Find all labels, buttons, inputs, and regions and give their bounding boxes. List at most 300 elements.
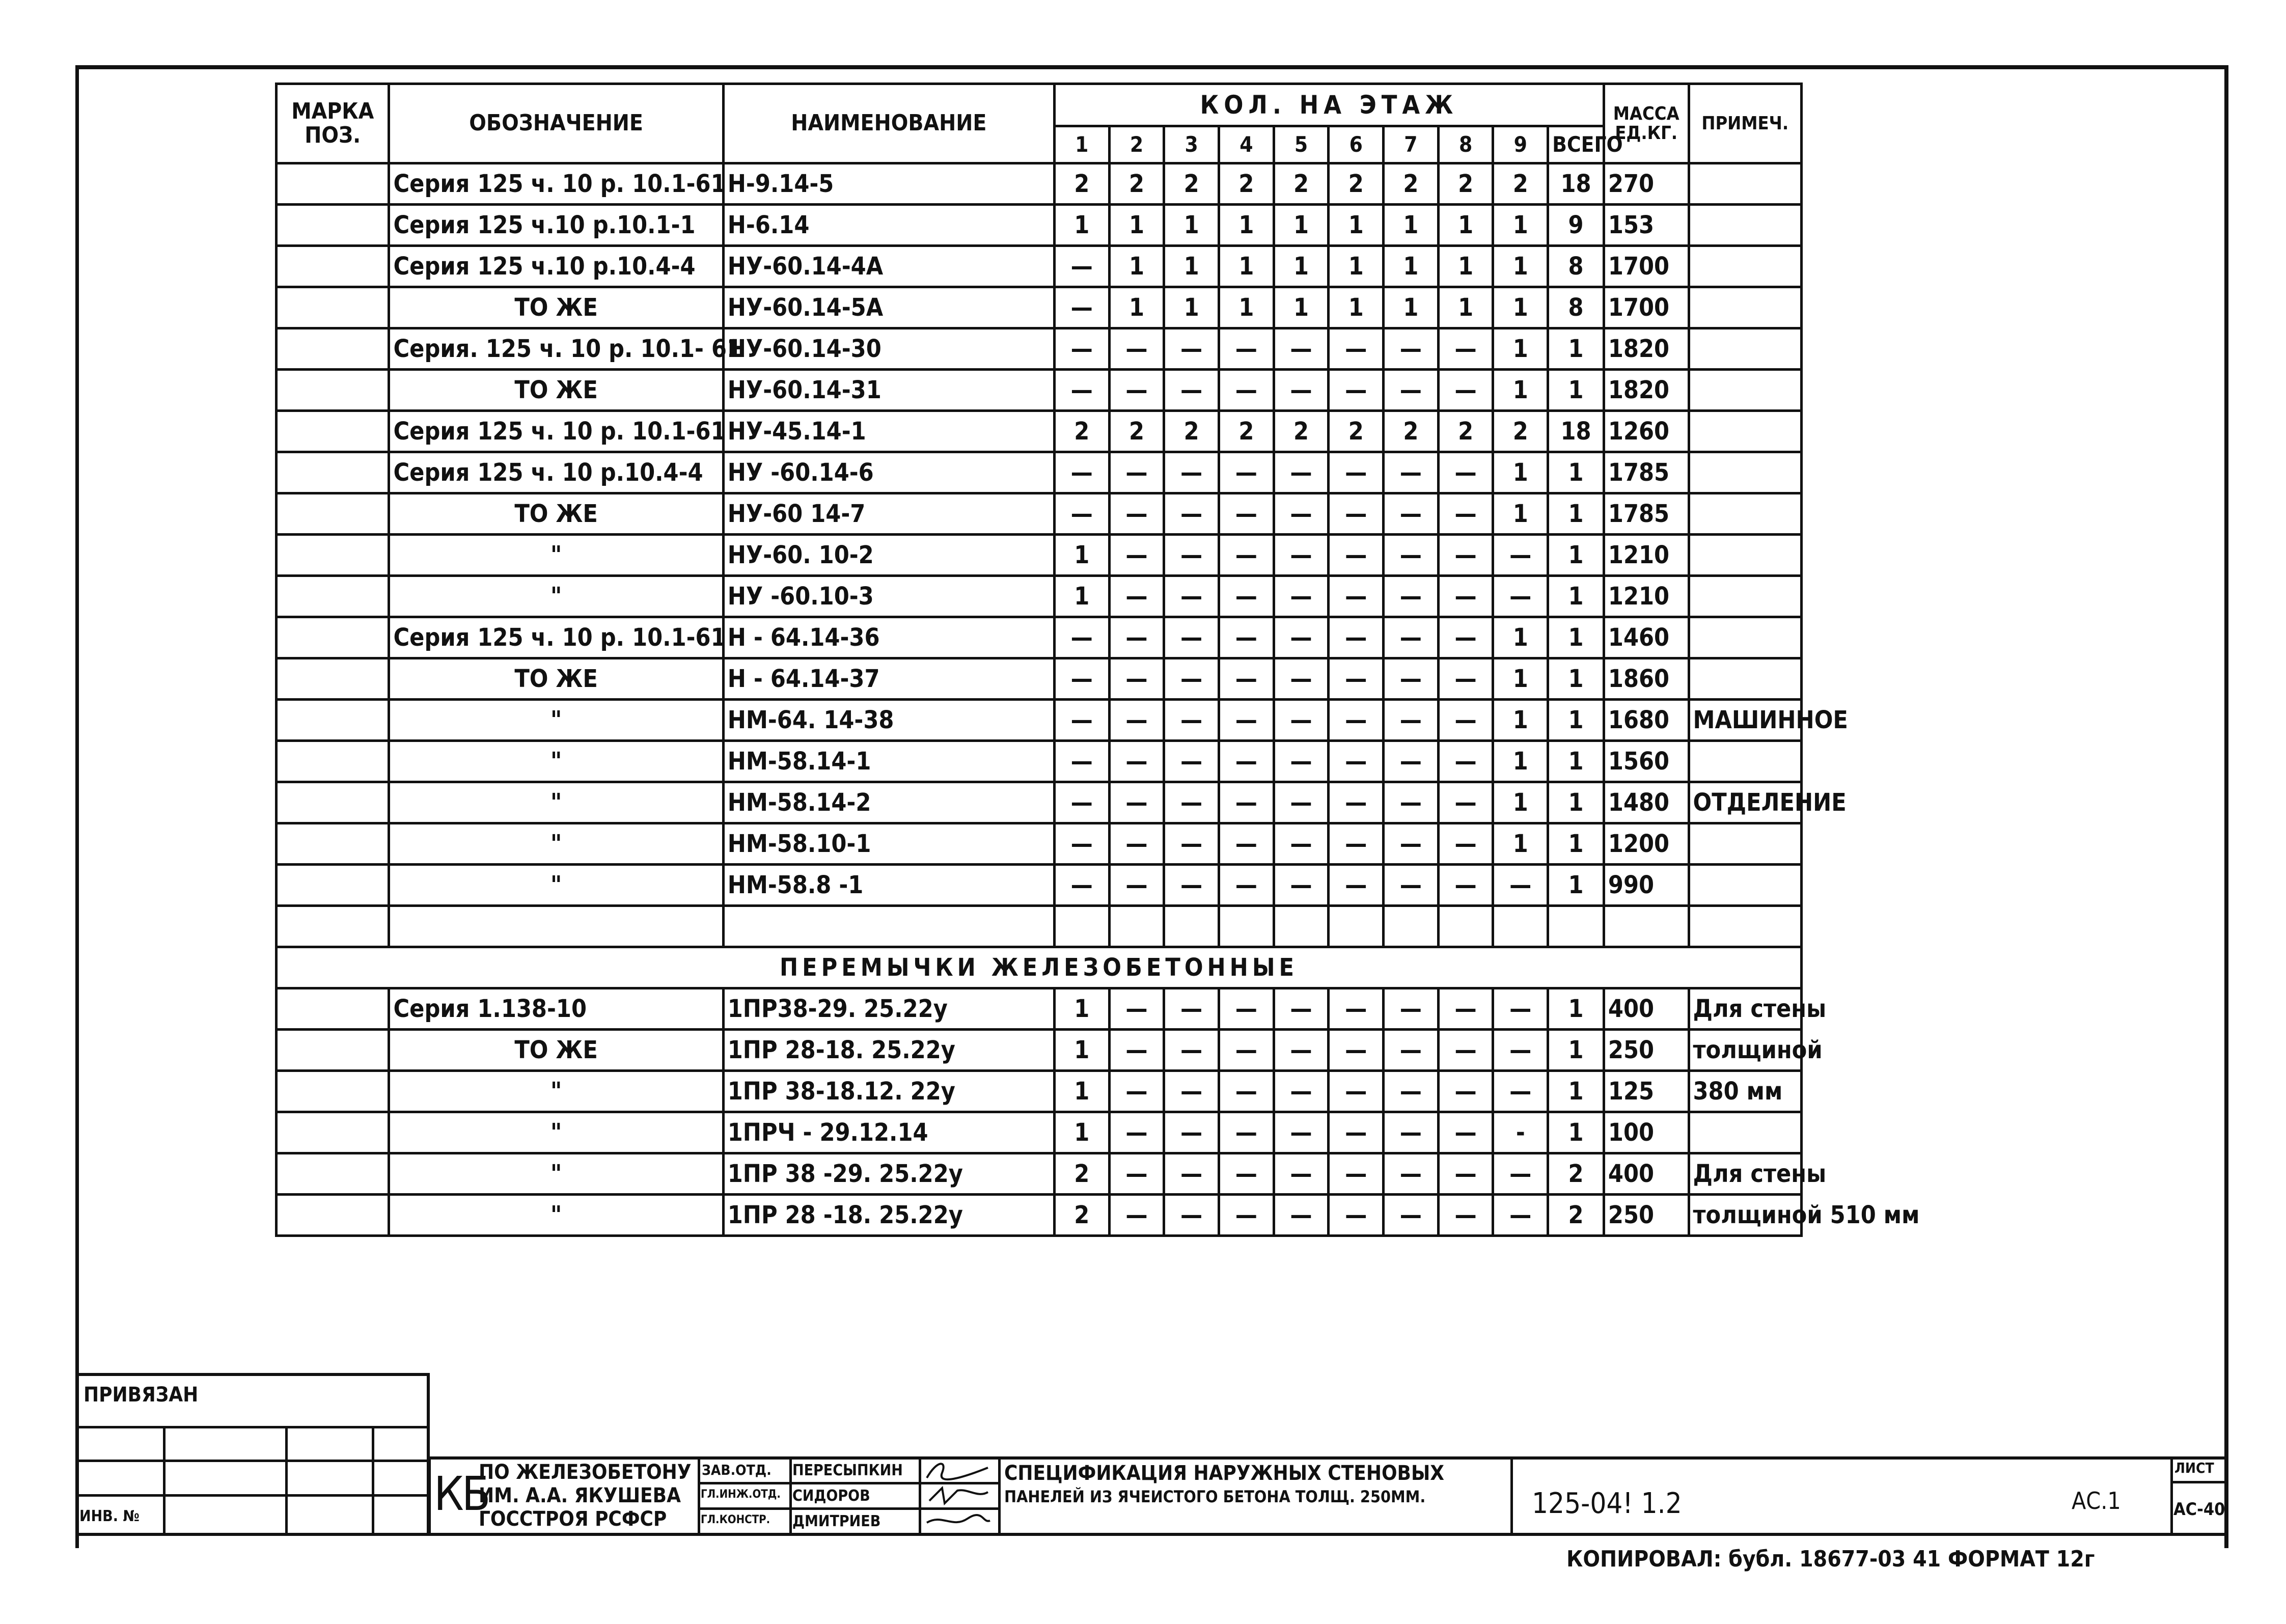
qty-cell: — [1274, 1153, 1329, 1195]
table-row [277, 1030, 1802, 1071]
qty-cell: 1 [1548, 741, 1604, 782]
qty-cell: — [1164, 576, 1219, 617]
bound-grid-line [75, 1494, 430, 1497]
qty-cell: 2 [1438, 411, 1493, 452]
mass-cell: 1785 [1604, 493, 1689, 535]
qty-cell: — [1274, 452, 1329, 493]
designation-cell: Серия 125 ч.10 р.10.1-1 [389, 205, 723, 246]
designation-cell: ТО ЖЕ [389, 658, 723, 700]
qty-cell: — [1493, 576, 1548, 617]
qty-cell: 1 [1164, 205, 1219, 246]
qty-cell: 1 [1109, 246, 1164, 287]
qty-cell: — [1164, 865, 1219, 906]
table-row [277, 246, 1802, 287]
qty-cell: — [1054, 287, 1109, 328]
qty-cell: 1 [1054, 1112, 1109, 1153]
designation-cell: Серия 125 ч. 10 р. 10.1-61 [389, 411, 723, 452]
note-cell: Для стены [1689, 1153, 1802, 1195]
qty-cell: 1 [1493, 782, 1548, 823]
qty-cell: — [1384, 370, 1439, 411]
qty-cell: — [1493, 1153, 1548, 1195]
qty-cell: 1 [1054, 1030, 1109, 1071]
note-cell [1689, 411, 1802, 452]
floor-header: 9 [1493, 126, 1548, 163]
name-cell: НУ -60.14-6 [723, 452, 1054, 493]
note-cell [1689, 328, 1802, 370]
qty-cell: — [1438, 865, 1493, 906]
signature-3 [922, 1508, 993, 1534]
designation-cell: " [389, 741, 723, 782]
empty-cell [277, 906, 389, 947]
qty-cell: — [1438, 988, 1493, 1030]
table-row [277, 658, 1802, 700]
qty-cell: 1 [1548, 328, 1604, 370]
mark-cell [277, 370, 389, 411]
kb-logo: КБ [434, 1467, 489, 1521]
name-1: ПЕРЕСЫПКИН [792, 1462, 903, 1479]
qty-cell: — [1219, 988, 1274, 1030]
qty-cell: — [1164, 988, 1219, 1030]
mass-cell: 1820 [1604, 328, 1689, 370]
qty-cell: — [1109, 865, 1164, 906]
mass-cell: 1700 [1604, 246, 1689, 287]
qty-cell: — [1329, 865, 1384, 906]
qty-cell: 2 [1054, 1153, 1109, 1195]
mark-cell [277, 452, 389, 493]
note-cell [1689, 493, 1802, 535]
qty-cell: — [1109, 370, 1164, 411]
mass-cell: 270 [1604, 163, 1689, 205]
name-cell: НМ-58.14-1 [723, 741, 1054, 782]
qty-cell: 2 [1054, 1195, 1109, 1236]
table-row [277, 535, 1802, 576]
title-divider [998, 1456, 1001, 1536]
qty-cell: — [1219, 1030, 1274, 1071]
qty-cell: 1 [1329, 205, 1384, 246]
qty-cell: 1 [1548, 493, 1604, 535]
qty-cell: 1 [1054, 535, 1109, 576]
floor-header: 8 [1438, 126, 1493, 163]
qty-cell: 1 [1438, 287, 1493, 328]
mark-cell [277, 287, 389, 328]
designation-cell: Серия 1.138-10 [389, 988, 723, 1030]
qty-cell: — [1274, 1112, 1329, 1153]
note-cell [1689, 246, 1802, 287]
qty-cell: 2 [1548, 1195, 1604, 1236]
table-row [277, 576, 1802, 617]
qty-cell: 1 [1384, 287, 1439, 328]
role-2: ГЛ.ИНЖ.ОТД. [701, 1488, 781, 1501]
qty-cell: 2 [1109, 163, 1164, 205]
qty-cell: — [1109, 782, 1164, 823]
name-cell: 1ПР 28-18. 25.22у [723, 1030, 1054, 1071]
qty-cell: — [1384, 328, 1439, 370]
table-row [277, 700, 1802, 741]
mark-cell [277, 865, 389, 906]
qty-cell: — [1384, 452, 1439, 493]
empty-cell [1054, 906, 1109, 947]
qty-cell: — [1109, 493, 1164, 535]
qty-cell: 8 [1548, 246, 1604, 287]
qty-cell: — [1109, 658, 1164, 700]
qty-cell: — [1164, 782, 1219, 823]
mark-cell [277, 700, 389, 741]
empty-cell [723, 906, 1054, 947]
title-divider [698, 1456, 700, 1536]
designation-cell: Серия 125 ч. 10 р. 10.1-61 [389, 617, 723, 658]
qty-cell: — [1329, 370, 1384, 411]
qty-cell: — [1329, 617, 1384, 658]
designation-cell: ТО ЖЕ [389, 493, 723, 535]
name-cell: НУ-45.14-1 [723, 411, 1054, 452]
qty-cell: — [1329, 1030, 1384, 1071]
table-row [277, 370, 1802, 411]
qty-cell: — [1219, 823, 1274, 865]
qty-cell: — [1384, 782, 1439, 823]
table-row [277, 287, 1802, 328]
qty-cell: 1 [1493, 205, 1548, 246]
qty-cell: — [1274, 328, 1329, 370]
qty-cell: — [1438, 1195, 1493, 1236]
qty-cell: — [1438, 452, 1493, 493]
name-cell: НУ-60.14-4А [723, 246, 1054, 287]
note-cell [1689, 452, 1802, 493]
qty-cell: 1 [1548, 1030, 1604, 1071]
mark-cell [277, 617, 389, 658]
qty-cell: 2 [1164, 411, 1219, 452]
qty-cell: — [1384, 1112, 1439, 1153]
name-cell: НУ-60 14-7 [723, 493, 1054, 535]
empty-cell [1329, 906, 1384, 947]
bound-divider [75, 1426, 430, 1428]
mark-cell [277, 1071, 389, 1112]
qty-cell: 1 [1384, 246, 1439, 287]
table-row [277, 1112, 1802, 1153]
note-cell [1689, 576, 1802, 617]
table-row [277, 328, 1802, 370]
qty-cell: — [1329, 782, 1384, 823]
qty-cell: — [1274, 782, 1329, 823]
qty-cell: — [1438, 617, 1493, 658]
qty-cell: — [1109, 1071, 1164, 1112]
designation-cell: Серия. 125 ч. 10 р. 10.1- 61 [389, 328, 723, 370]
qty-cell: — [1109, 988, 1164, 1030]
qty-cell: — [1219, 535, 1274, 576]
name-cell: Н - 64.14-37 [723, 658, 1054, 700]
doc-title-1: СПЕЦИФИКАЦИЯ НАРУЖНЫХ СТЕНОВЫХ [1004, 1462, 1444, 1485]
bound-label: ПРИВЯЗАН [84, 1383, 199, 1407]
qty-cell: 2 [1054, 163, 1109, 205]
qty-cell: — [1219, 370, 1274, 411]
qty-cell: 1 [1493, 823, 1548, 865]
note-cell [1689, 163, 1802, 205]
qty-cell: — [1109, 535, 1164, 576]
name-cell: НМ-58.10-1 [723, 823, 1054, 865]
qty-cell: — [1438, 1112, 1493, 1153]
name-cell: НМ-58.8 -1 [723, 865, 1054, 906]
floor-header: 2 [1109, 126, 1164, 163]
qty-cell: — [1109, 741, 1164, 782]
mark-cell [277, 823, 389, 865]
note-cell [1689, 658, 1802, 700]
name-cell: 1ПР 28 -18. 25.22у [723, 1195, 1054, 1236]
empty-cell [1219, 906, 1274, 947]
note-cell: толщиной [1689, 1030, 1802, 1071]
mark-cell [277, 246, 389, 287]
qty-cell: — [1329, 535, 1384, 576]
qty-cell: — [1164, 1195, 1219, 1236]
qty-cell: — [1274, 617, 1329, 658]
empty-cell [1384, 906, 1439, 947]
qty-cell: — [1438, 535, 1493, 576]
qty-cell: — [1164, 658, 1219, 700]
mass-cell: 250 [1604, 1195, 1689, 1236]
name-2: СИДОРОВ [792, 1487, 870, 1505]
qty-cell: 1 [1109, 287, 1164, 328]
qty-cell: — [1219, 700, 1274, 741]
table-row [277, 205, 1802, 246]
qty-cell: — [1438, 823, 1493, 865]
qty-cell: — [1219, 658, 1274, 700]
org-line-3: ГОССТРОЯ РСФСР [479, 1507, 667, 1531]
qty-cell: — [1054, 865, 1109, 906]
bound-grid-line [285, 1426, 288, 1536]
qty-cell: — [1109, 1030, 1164, 1071]
qty-cell: 1 [1493, 700, 1548, 741]
qty-cell: — [1329, 988, 1384, 1030]
qty-cell: — [1438, 1030, 1493, 1071]
qty-cell: — [1054, 452, 1109, 493]
qty-cell: 1 [1274, 287, 1329, 328]
qty-cell: — [1274, 988, 1329, 1030]
qty-cell: — [1329, 493, 1384, 535]
qty-cell: 1 [1109, 205, 1164, 246]
qty-cell: 1 [1219, 287, 1274, 328]
col-designation: ОБОЗНАЧЕНИЕ [389, 84, 723, 163]
qty-cell: — [1109, 576, 1164, 617]
qty-cell: 1 [1493, 287, 1548, 328]
qty-cell: 2 [1384, 411, 1439, 452]
col-mass: МАССА ЕД.КГ. [1604, 84, 1689, 163]
signature-2 [922, 1483, 993, 1508]
note-cell: ОТДЕЛЕНИЕ [1689, 782, 1802, 823]
qty-cell: — [1438, 370, 1493, 411]
empty-cell [1548, 906, 1604, 947]
designation-cell: " [389, 700, 723, 741]
table-row [277, 163, 1802, 205]
mass-cell: 1210 [1604, 576, 1689, 617]
name-3: ДМИТРИЕВ [792, 1512, 881, 1530]
qty-cell: — [1329, 576, 1384, 617]
qty-cell: 1 [1548, 576, 1604, 617]
qty-cell: — [1274, 493, 1329, 535]
qty-cell: — [1329, 1112, 1384, 1153]
mass-cell: 1200 [1604, 823, 1689, 865]
empty-cell [1493, 906, 1548, 947]
mark-cell [277, 411, 389, 452]
qty-cell: — [1219, 576, 1274, 617]
qty-cell: — [1329, 823, 1384, 865]
qty-cell: — [1384, 617, 1439, 658]
table-row [277, 823, 1802, 865]
note-cell [1689, 370, 1802, 411]
note-cell [1689, 865, 1802, 906]
qty-cell: — [1384, 1195, 1439, 1236]
note-cell [1689, 741, 1802, 782]
designation-cell: " [389, 1112, 723, 1153]
qty-cell: — [1054, 370, 1109, 411]
qty-cell: — [1054, 741, 1109, 782]
qty-cell: 1 [1548, 865, 1604, 906]
qty-cell: — [1384, 658, 1439, 700]
qty-cell: — [1219, 865, 1274, 906]
qty-cell: — [1164, 1030, 1219, 1071]
qty-cell: — [1274, 576, 1329, 617]
qty-cell: — [1384, 1030, 1439, 1071]
qty-cell: — [1164, 1112, 1219, 1153]
qty-cell: — [1384, 1153, 1439, 1195]
qty-cell: 1 [1164, 246, 1219, 287]
qty-cell: 2 [1054, 411, 1109, 452]
mass-cell: 1480 [1604, 782, 1689, 823]
floor-header: ВСЕГО [1548, 126, 1604, 163]
qty-cell: — [1219, 1112, 1274, 1153]
table-row [277, 1153, 1802, 1195]
qty-cell: — [1164, 1071, 1219, 1112]
floor-header: 6 [1329, 126, 1384, 163]
qty-cell: — [1164, 617, 1219, 658]
qty-cell: — [1274, 700, 1329, 741]
qty-cell: — [1329, 700, 1384, 741]
qty-cell: 1 [1493, 741, 1548, 782]
note-cell [1689, 823, 1802, 865]
table-row [277, 1071, 1802, 1112]
qty-cell: 1 [1438, 205, 1493, 246]
qty-cell: 1 [1274, 205, 1329, 246]
qty-cell: 1 [1274, 246, 1329, 287]
mass-cell: 1820 [1604, 370, 1689, 411]
table-row [277, 741, 1802, 782]
note-cell: Для стены [1689, 988, 1802, 1030]
empty-cell [1109, 906, 1164, 947]
table-row [277, 865, 1802, 906]
section-title: ПЕРЕМЫЧКИ ЖЕЛЕЗОБЕТОННЫЕ [277, 947, 1802, 988]
qty-cell: — [1274, 865, 1329, 906]
empty-row [277, 906, 1802, 947]
mass-cell: 1210 [1604, 535, 1689, 576]
qty-cell: — [1219, 1195, 1274, 1236]
qty-cell: — [1329, 658, 1384, 700]
qty-cell: — [1384, 741, 1439, 782]
qty-cell: — [1438, 1153, 1493, 1195]
name-cell: 1ПР 38 -29. 25.22у [723, 1153, 1054, 1195]
qty-cell: — [1109, 1153, 1164, 1195]
name-cell: Н-6.14 [723, 205, 1054, 246]
qty-cell: — [1384, 576, 1439, 617]
qty-cell: — [1054, 782, 1109, 823]
qty-cell: — [1164, 535, 1219, 576]
table-row [277, 411, 1802, 452]
qty-cell: — [1438, 493, 1493, 535]
qty-cell: — [1164, 328, 1219, 370]
qty-cell: 1 [1329, 246, 1384, 287]
name-cell: НМ-58.14-2 [723, 782, 1054, 823]
mass-cell: 400 [1604, 1153, 1689, 1195]
qty-cell: 2 [1329, 163, 1384, 205]
qty-cell: 1 [1493, 328, 1548, 370]
qty-cell: 2 [1274, 411, 1329, 452]
qty-cell: 1 [1219, 205, 1274, 246]
mark-cell [277, 576, 389, 617]
sheet-mark: АС.1 [2072, 1487, 2121, 1515]
name-cell: НМ-64. 14-38 [723, 700, 1054, 741]
qty-cell: — [1438, 1071, 1493, 1112]
mark-cell [277, 328, 389, 370]
doc-title-2: ПАНЕЛЕЙ ИЗ ЯЧЕИСТОГО БЕТОНА ТОЛЩ. 250ММ. [1004, 1487, 1426, 1506]
qty-cell: — [1054, 493, 1109, 535]
qty-cell: 1 [1329, 287, 1384, 328]
qty-cell: — [1219, 493, 1274, 535]
qty-cell: — [1109, 1195, 1164, 1236]
qty-cell: — [1274, 535, 1329, 576]
note-cell: 380 мм [1689, 1071, 1802, 1112]
qty-cell: — [1274, 1071, 1329, 1112]
designation-cell: " [389, 782, 723, 823]
qty-cell: — [1438, 741, 1493, 782]
qty-cell: 1 [1054, 988, 1109, 1030]
qty-cell: 1 [1548, 1071, 1604, 1112]
mark-cell [277, 535, 389, 576]
qty-cell: — [1164, 370, 1219, 411]
mark-cell [277, 205, 389, 246]
bound-grid-line [163, 1426, 166, 1536]
qty-cell: 1 [1548, 1112, 1604, 1153]
qty-cell: — [1219, 452, 1274, 493]
mass-cell: 1560 [1604, 741, 1689, 782]
empty-cell [1274, 906, 1329, 947]
table-row [277, 617, 1802, 658]
qty-cell: — [1329, 741, 1384, 782]
qty-cell: — [1384, 700, 1439, 741]
qty-cell: — [1219, 1071, 1274, 1112]
qty-cell: — [1493, 988, 1548, 1030]
name-cell: 1ПР38-29. 25.22у [723, 988, 1054, 1030]
qty-cell: — [1109, 823, 1164, 865]
floor-header: 7 [1384, 126, 1439, 163]
qty-cell: — [1329, 328, 1384, 370]
qty-cell: — [1219, 328, 1274, 370]
name-cell: 1ПРЧ - 29.12.14 [723, 1112, 1054, 1153]
qty-cell: 1 [1493, 452, 1548, 493]
qty-cell: 1 [1548, 658, 1604, 700]
designation-cell: " [389, 535, 723, 576]
col-name: НАИМЕНОВАНИЕ [723, 84, 1054, 163]
floor-header: 5 [1274, 126, 1329, 163]
qty-cell: 1 [1493, 493, 1548, 535]
qty-cell: 1 [1548, 535, 1604, 576]
qty-cell: 1 [1548, 452, 1604, 493]
note-cell [1689, 287, 1802, 328]
qty-cell: 1 [1164, 287, 1219, 328]
name-cell: НУ-60.14-5А [723, 287, 1054, 328]
col-qty-group: КОЛ. НА ЭТАЖ [1054, 84, 1604, 126]
qty-cell: 1 [1548, 370, 1604, 411]
name-cell: Н - 64.14-36 [723, 617, 1054, 658]
qty-cell: — [1493, 1071, 1548, 1112]
qty-cell: — [1054, 658, 1109, 700]
qty-cell: — [1274, 823, 1329, 865]
qty-cell: 1 [1548, 823, 1604, 865]
